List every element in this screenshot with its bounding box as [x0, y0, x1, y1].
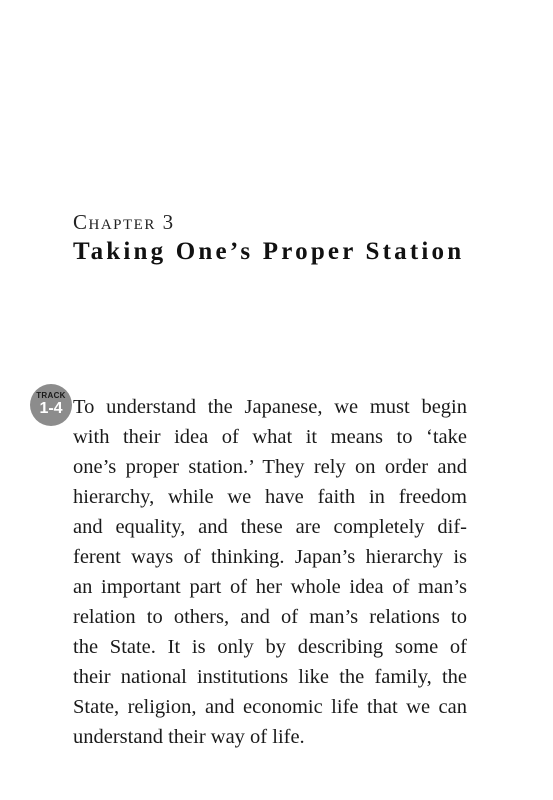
paragraph-line: with their idea of what it means to ‘take — [73, 426, 467, 448]
paragraph-line: understand their way of life. — [73, 726, 305, 748]
chapter-body-paragraph — [73, 392, 467, 752]
paragraph-line: an important part of her whole idea of man’s — [73, 576, 467, 598]
paragraph-line: and equality, and these are completely dif- — [73, 516, 467, 538]
paragraph-line: hierarchy, while we have faith in freedom — [73, 486, 467, 508]
chapter-number: Chapter 3 — [73, 210, 175, 234]
track-label: TRACK — [36, 391, 66, 400]
paragraph-line: To understand the Japanese, we must begin — [73, 396, 467, 418]
paragraph-line: the State. It is only by describing some of — [73, 636, 467, 658]
chapter-title: Taking One’s Proper Station — [73, 238, 465, 265]
paragraph-line: relation to others, and of man’s relations to — [73, 606, 467, 628]
paragraph-line: ferent ways of thinking. Japan’s hierarchy is — [73, 546, 467, 568]
audio-track-badge[interactable] — [30, 384, 72, 426]
paragraph-line: State, religion, and economic life that we can — [73, 696, 467, 718]
paragraph-line: their national institutions like the family, the — [73, 666, 467, 688]
paragraph-line: one’s proper station.’ They rely on order and — [73, 456, 467, 478]
track-number: 1-4 — [39, 400, 63, 417]
